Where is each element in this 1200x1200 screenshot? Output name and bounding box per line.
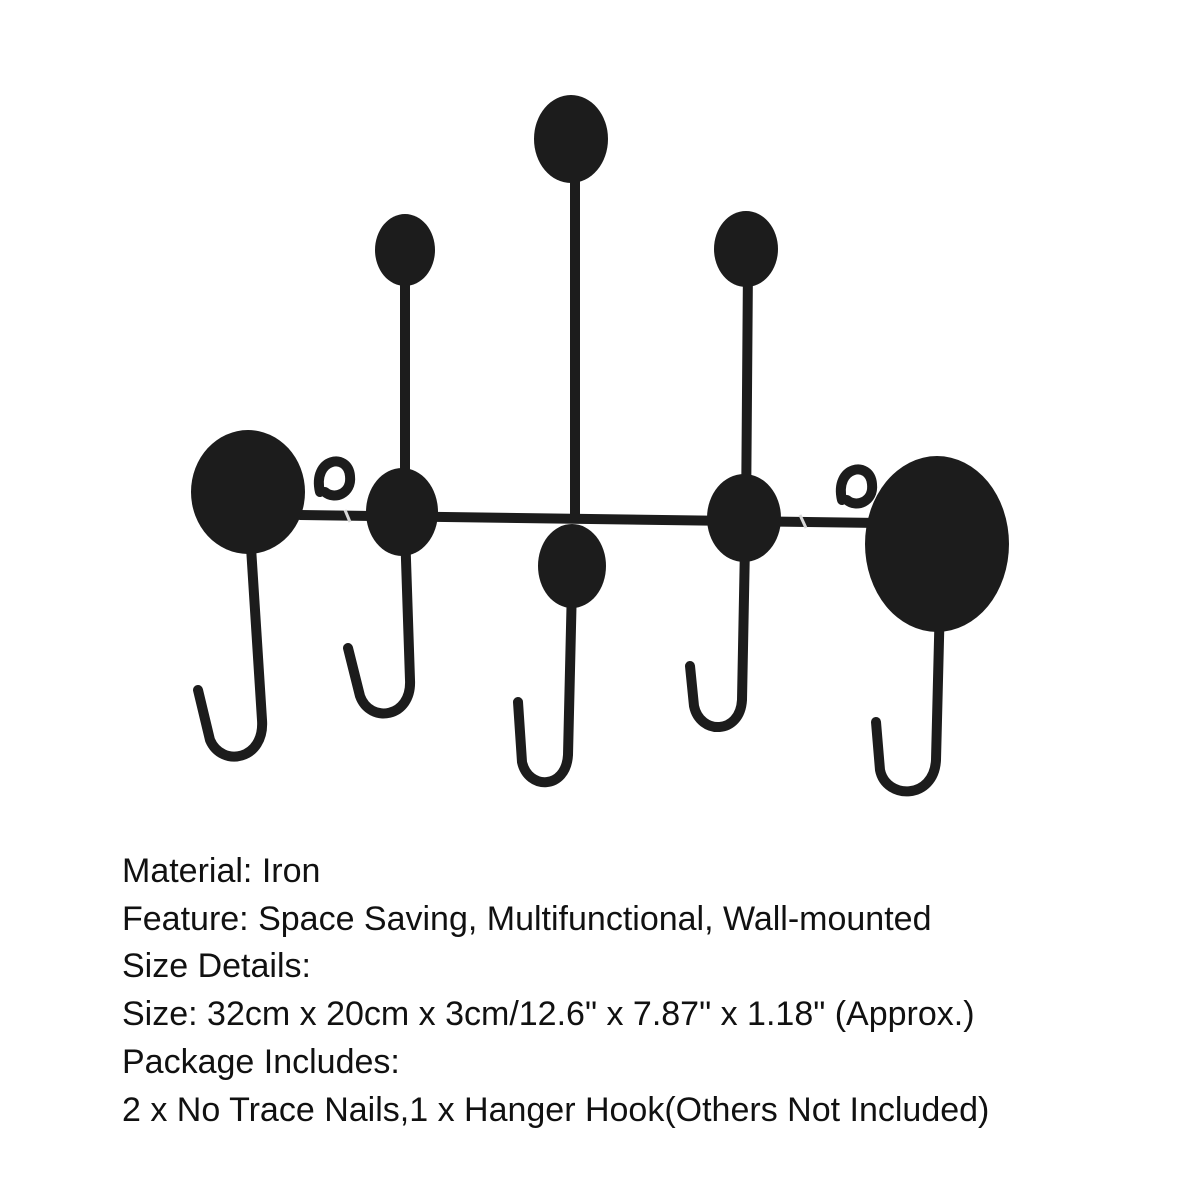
hook-4 <box>690 545 745 727</box>
hook-3 <box>518 585 572 782</box>
bar-knob-center <box>538 524 606 608</box>
end-disc-left <box>191 430 305 554</box>
mounting-loop-left <box>319 461 350 495</box>
product-specs-list <box>122 848 1182 1134</box>
hook-2 <box>348 530 410 713</box>
bar-knob-left <box>366 468 438 556</box>
spec-feature: Feature: Space Saving, Multifunctional, Wall-mounted <box>122 899 932 938</box>
spec-package-contents: 2 x No Trace Nails,1 x Hanger Hook(Others Not Included) <box>122 1090 990 1129</box>
bar-knob-right <box>707 474 781 562</box>
end-disc-right <box>865 456 1009 632</box>
spec-package-heading: Package Includes: <box>122 1042 400 1081</box>
mounting-loop-right <box>841 469 872 503</box>
top-knob-center <box>534 95 608 183</box>
spec-material: Material: Iron <box>122 852 321 890</box>
top-knob-right <box>714 211 778 287</box>
spec-size-details-heading: Size Details: <box>122 947 311 986</box>
top-knob-left <box>375 214 435 286</box>
spec-size: Size: 32cm x 20cm x 3cm/12.6" x 7.87" x 1.18" (Approx.) <box>122 995 975 1034</box>
